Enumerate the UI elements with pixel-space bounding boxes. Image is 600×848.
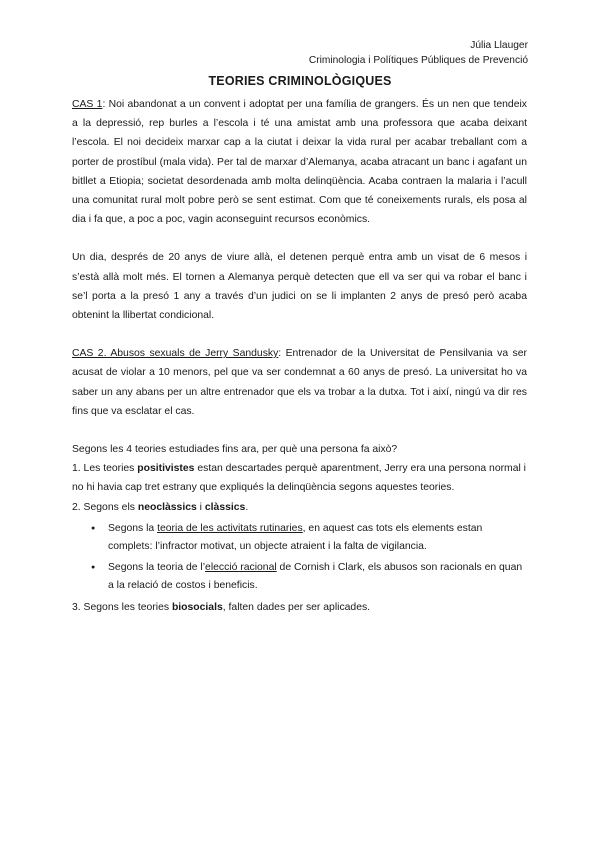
case1-text: : Noi abandonat a un convent i adoptat per una família de grangers. És un nen que tendeix a la depressió, rep burles a l’escola i té una amistat amb una professora que acaba deixant l’escola. El noi decideix marxar cap a la ciutat i deixar la vida rural per acabar treballant com a porter de prostíbul (mala vida). Per tal de marxar d’Alemanya, acaba atracant un banc i agafant un bitllet a Etiopia; societat desordenada amb molta delinqüència. Acaba contraen la malaria i l’acull una comunitat rural molt pobre però se sent estimat. Com que té coneixements rurals, els posa al dia i fa que, a poc a poc, vagin aconseguint recursos econòmics. bbox=[72, 99, 527, 226]
point-2-keyword-1: neoclàssics bbox=[137, 501, 197, 513]
point-1-keyword: positivistes bbox=[137, 463, 195, 475]
point-1: 1. Les teories positivistes estan descartades perquè aparentment, Jerry era una persona normal i no hi havia cap tret estrany que expliqués la delinqüència segons aquestes teories. bbox=[72, 463, 526, 494]
point-3: 3. Segons les teories biosocials, falten dades per ser aplicades. bbox=[72, 601, 371, 613]
theory-link: teoria de les activitats rutinaries bbox=[157, 522, 303, 534]
document-title: TEORIES CRIMINOLÒGIQUES bbox=[208, 74, 392, 88]
case1-paragraph bbox=[72, 95, 527, 229]
course-name: Criminologia i Polítiques Públiques de Prevenció bbox=[308, 55, 528, 66]
author-name: Júlia Llauger bbox=[470, 40, 528, 51]
case2-paragraph bbox=[72, 344, 527, 421]
theory-link: elecció racional bbox=[205, 561, 277, 573]
case2-text: : Entrenador de la Universitat de Pensilvania va ser acusat de violar a 10 menors, pel que va ser condemnat a 60 anys de presó. La universitat ho va saber un any abans per un altre entrenador que els va trobar a la dutxa. Tot i així, ningú va dir res fins que va esclatar el cas. bbox=[72, 348, 527, 417]
point-2: 2. Segons els neoclàssics i clàssics. bbox=[72, 501, 249, 513]
document-body bbox=[72, 95, 527, 617]
case1-paragraph-2: Un dia, després de 20 anys de viure allà, el detenen perquè entra amb un visat de 6 mesos i s’està allà molt més. El tornen a Alemanya perquè detecten que ell va ser qui va robar el banc i se’l porta a la presó 1 any a través d’un judici on se li implanten 2 anys de presó però acaba obtenint la llibertat condicional. bbox=[72, 252, 527, 322]
question-line: Segons les 4 teories estudiades fins ara, per què una persona fa això? bbox=[72, 444, 398, 456]
point-2-keyword-2: clàssics bbox=[204, 501, 246, 513]
document-header bbox=[309, 38, 528, 68]
case2-label: CAS 2. Abusos sexuals de Jerry Sandusky bbox=[72, 348, 279, 360]
list-item: ● Segons la teoria de l’elecció racional de Cornish i Clark, els abusos son racionals en quan a la relació de costos i beneficis. bbox=[108, 559, 527, 595]
case1-label: CAS 1 bbox=[72, 99, 103, 110]
point-3-keyword: biosocials bbox=[171, 601, 223, 613]
bullet-list bbox=[72, 520, 527, 595]
list-item: ● Segons la teoria de les activitats rutinaries, en aquest cas tots els elements estan complets: l’infractor motivat, un objecte atraient i la falta de vigilancia. bbox=[108, 520, 527, 556]
